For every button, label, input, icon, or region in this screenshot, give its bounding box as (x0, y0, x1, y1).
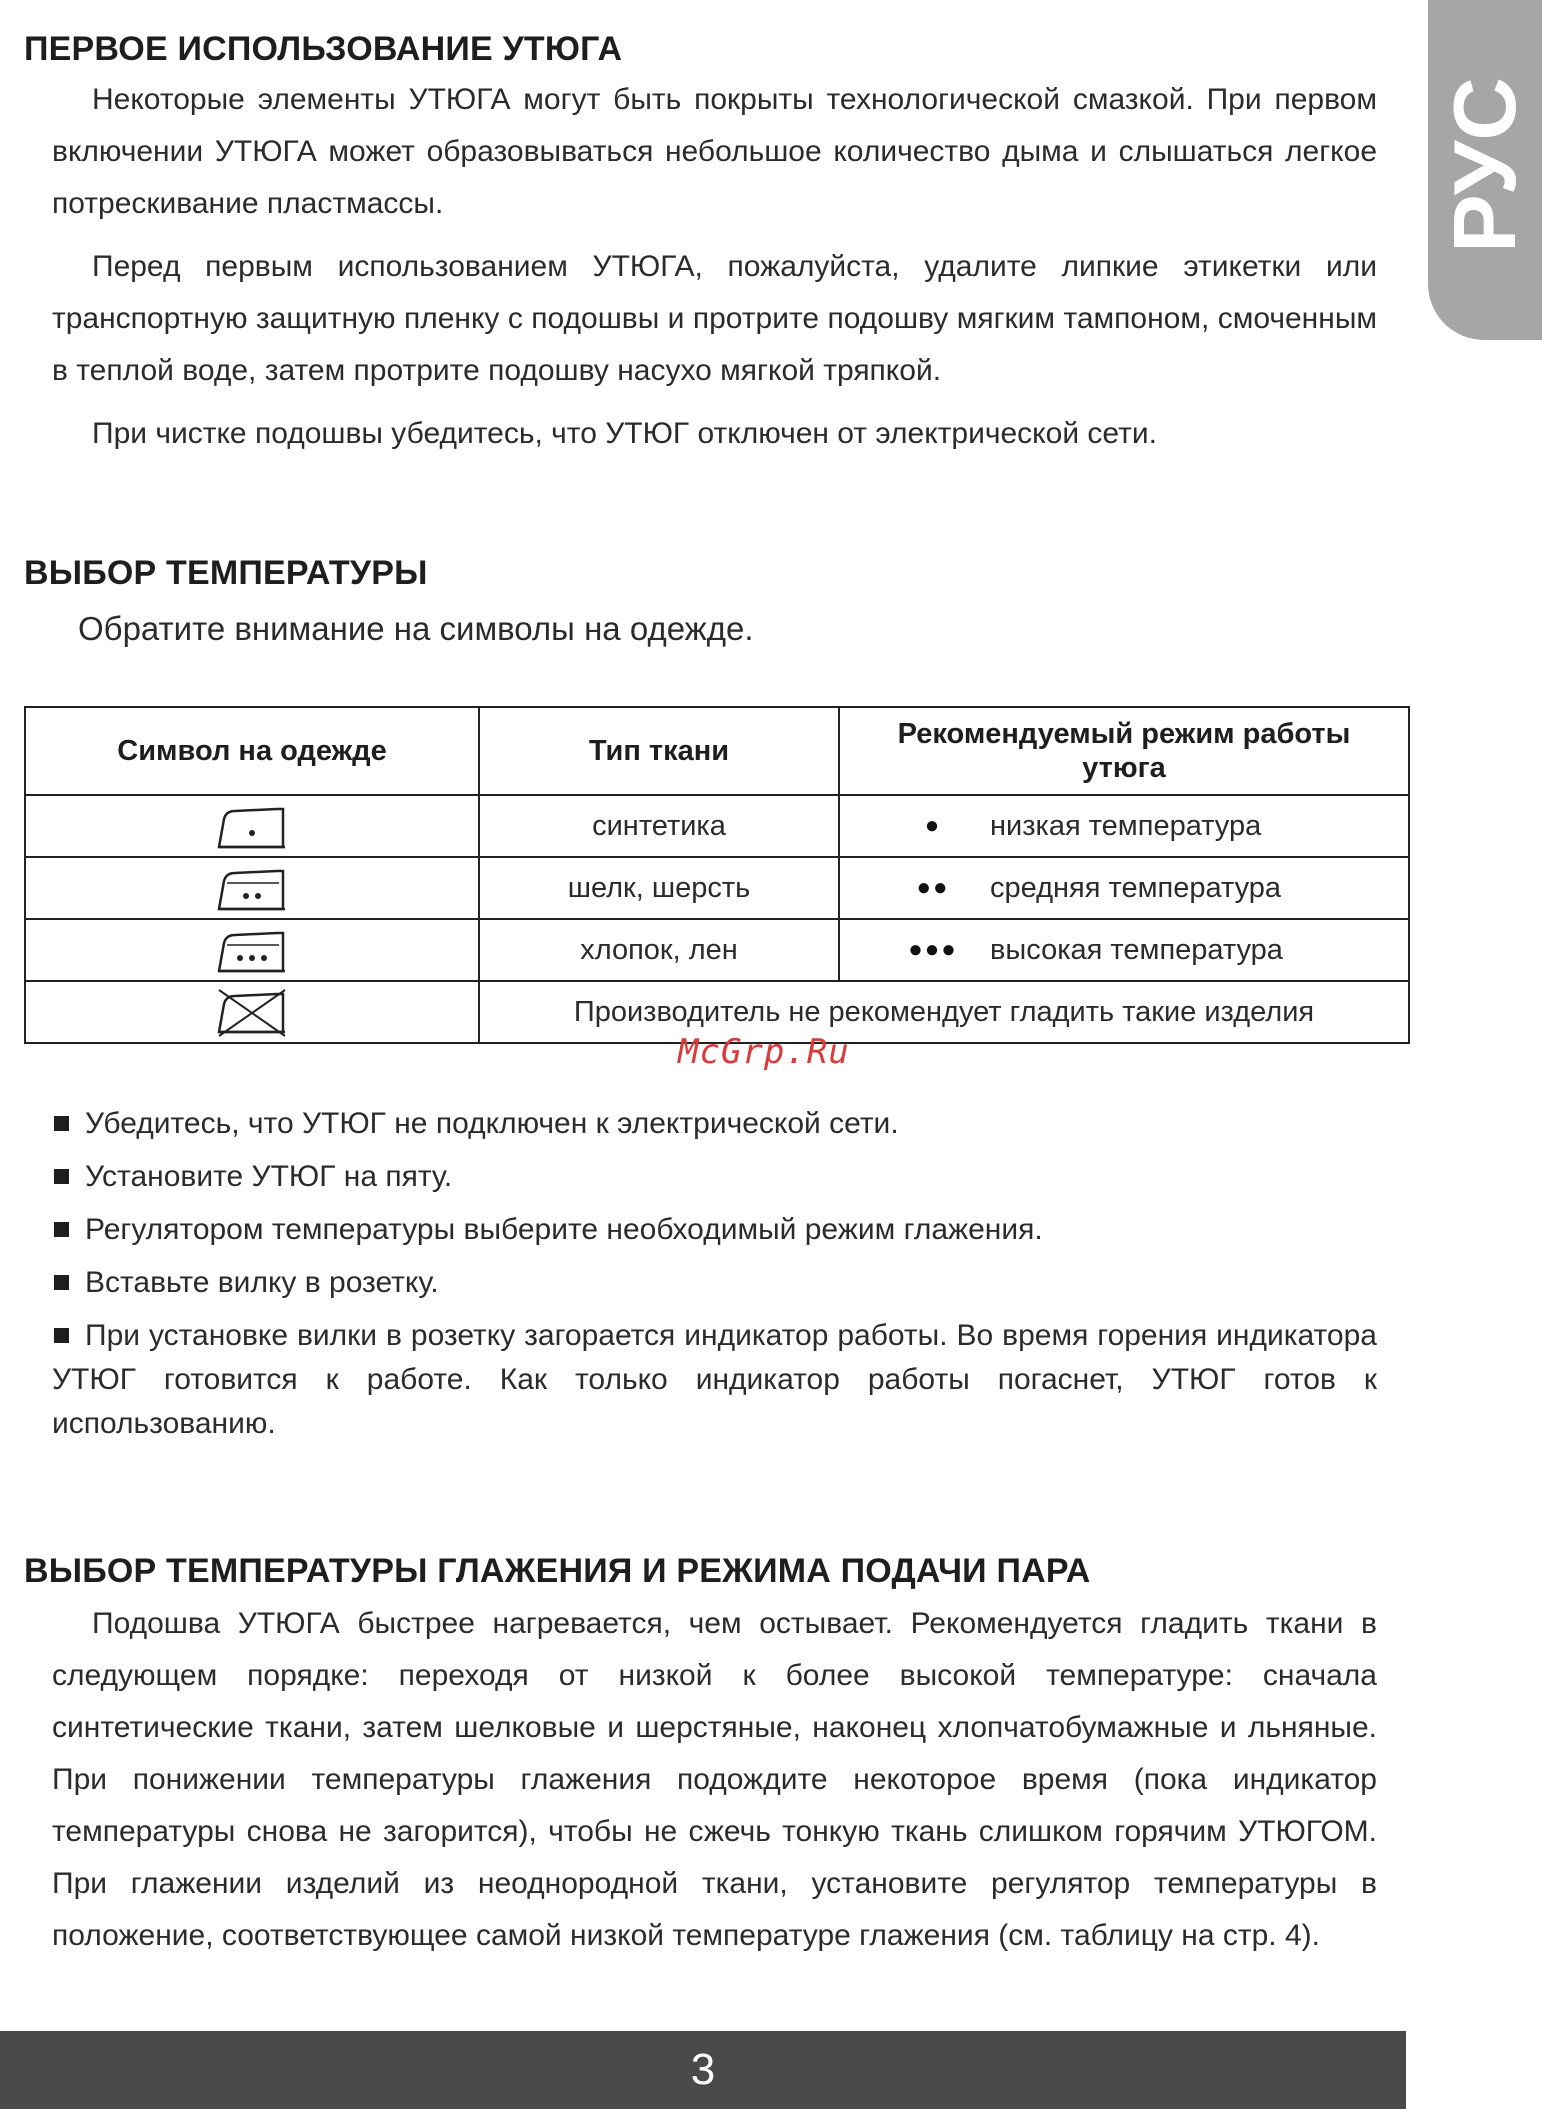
temperature-dots: ● (924, 812, 942, 839)
list-item (52, 1208, 1377, 1252)
iron-one-dot-icon (25, 795, 479, 857)
bullet-square-icon (54, 1222, 69, 1237)
list-item-text: Установите УТЮГ на пяту. (85, 1160, 453, 1193)
paragraph-steam: Подошва УТЮГА быстрее нагревается, чем остывает. Рекомендуется гладить ткани в следующем порядке: переходя от низкой к более высокой температуре: сначала синтетические ткани, затем шелковые и шерстяные, наконец хлопчатобумажные и льняные. При понижении температуры глажения подождите некоторое время (пока индикатор температуры снова не загорится), чтобы не сжечь тонкую ткань слишком горячим УТЮГОМ. При глажении изделий из неоднородной ткани, установите регулятор температуры в положение, соответствующее самой низкой температуре глажения (см. таблицу на стр. 4). (52, 1607, 1377, 1952)
page-footer (0, 2031, 1406, 2109)
paragraph-first-use-1: Некоторые элементы УТЮГА могут быть покрыты технологической смазкой. При первом включении УТЮГА может образовываться небольшое количество дыма и слышаться легкое потрескивание пластмассы. (52, 83, 1377, 220)
iron-two-dots-icon (25, 857, 479, 919)
mode-cell (839, 795, 1409, 857)
list-item (52, 1155, 1377, 1199)
no-iron-text: Производитель не рекомендует гладить такие изделия (479, 981, 1409, 1043)
table-row (25, 857, 1409, 919)
language-label: РУС (1435, 77, 1534, 253)
language-tab (1428, 0, 1542, 340)
paragraph-first-use-2: Перед первым использованием УТЮГА, пожалуйста, удалите липкие этикетки или транспортную защитную пленку с подошвы и протрите подошву мягким тампоном, смоченным в теплой воде, затем протрите подошву насухо мягкой тряпкой. (52, 250, 1377, 387)
iron-three-dots-icon (25, 919, 479, 981)
table-row (25, 919, 1409, 981)
header-fabric: Тип ткани (479, 707, 839, 795)
list-item-text: Вставьте вилку в розетку. (85, 1266, 439, 1299)
bullet-square-icon (54, 1116, 69, 1131)
fabric-cell: шелк, шерсть (479, 857, 839, 919)
list-item (52, 1261, 1377, 1305)
paragraph-first-use-3: При чистке подошвы убедитесь, что УТЮГ отключен от электрической сети. (92, 417, 1157, 450)
section-heading-steam: ВЫБОР ТЕМПЕРАТУРЫ ГЛАЖЕНИЯ И РЕЖИМА ПОДАЧИ ПАРА (24, 1552, 1091, 1590)
mode-label: низкая температура (990, 809, 1262, 842)
list-item-text: Регулятором температуры выберите необходимый режим глажения. (85, 1213, 1043, 1246)
instruction-list (52, 1102, 1377, 1455)
bullet-square-icon (54, 1328, 69, 1343)
mode-cell (839, 857, 1409, 919)
temperature-lead-text: Обратите внимание на символы на одежде. (78, 610, 754, 647)
list-item (52, 1314, 1377, 1446)
header-symbol: Символ на одежде (25, 707, 479, 795)
section-heading-temperature: ВЫБОР ТЕМПЕРАТУРЫ (24, 554, 428, 592)
table-row (25, 795, 1409, 857)
fabric-cell: хлопок, лен (479, 919, 839, 981)
mode-label: средняя температура (990, 871, 1282, 904)
list-item (52, 1102, 1377, 1146)
fabric-cell: синтетика (479, 795, 839, 857)
table-header-row (25, 707, 1409, 795)
bullet-square-icon (54, 1275, 69, 1290)
temperature-dots: ●●● (908, 936, 958, 963)
list-item-text: Убедитесь, что УТЮГ не подключен к электрической сети. (85, 1107, 899, 1140)
section-heading-first-use: ПЕРВОЕ ИСПОЛЬЗОВАНИЕ УТЮГА (24, 30, 623, 68)
iron-crossed-icon (25, 981, 479, 1043)
page-number: 3 (690, 2045, 716, 2094)
header-mode: Рекомендуемый режим работы утюга (839, 707, 1409, 795)
list-item-text: При установке вилки в розетку загорается индикатор работы. Во время горения индикатора УТЮГ готовится к работе. Как только индикатор работы погаснет, УТЮГ готов к использованию. (52, 1319, 1377, 1440)
mode-cell (839, 919, 1409, 981)
bullet-square-icon (54, 1169, 69, 1184)
temperature-dots: ●● (916, 874, 950, 901)
care-symbols-table (24, 706, 1410, 1044)
watermark: McGrp.Ru (678, 1032, 850, 1072)
mode-label: высокая температура (990, 933, 1283, 966)
